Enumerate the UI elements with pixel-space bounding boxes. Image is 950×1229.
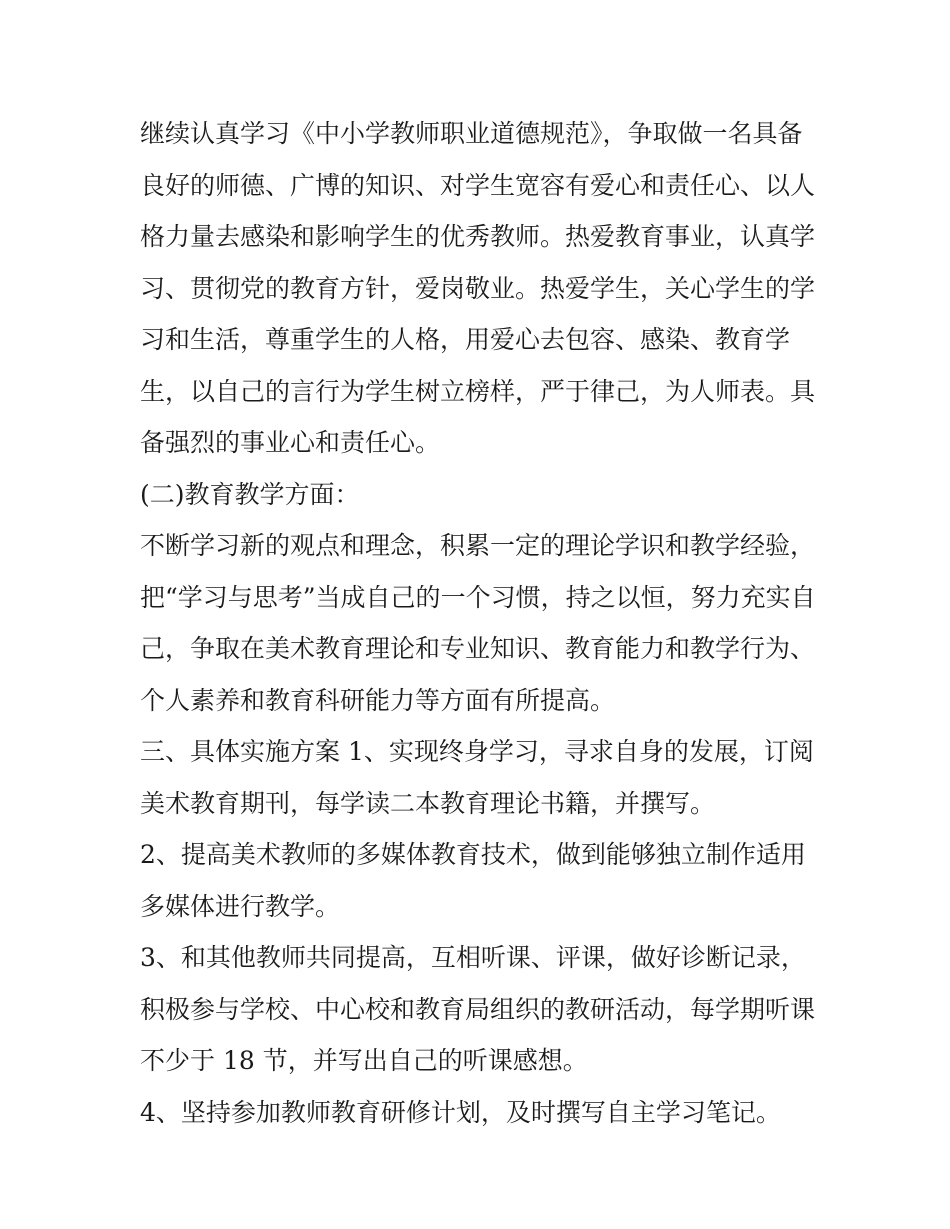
text-line: 生，以自己的言行为学生树立榜样，严于律己，为人师表。具 xyxy=(140,376,816,406)
list-item: 3、和其他教师共同提高，互相听课、评课，做好诊断记录， xyxy=(140,943,806,972)
text-line: 把“学习与思考”当成自己的一个习惯，持之以恒，努力充实自 xyxy=(140,582,816,612)
document-body xyxy=(140,108,820,1138)
text-line: 己，争取在美术教育理论和专业知识、教育能力和教学行为、 xyxy=(140,634,816,663)
list-item: 4、坚持参加教师教育研修计划，及时撰写自主学习笔记。 xyxy=(140,1097,781,1127)
text-line: 习和生活，尊重学生的人格，用爱心去包容、感染、教育学 xyxy=(140,325,791,354)
text-line: 个人素养和教育科研能力等方面有所提高。 xyxy=(140,685,616,715)
text-line: 积极参与学校、中心校和教育局组织的教研活动，每学期听课 xyxy=(140,994,816,1024)
list-item: 2、提高美术教师的多媒体教育技术，做到能够独立制作适用 xyxy=(140,840,806,869)
text-line: 不断学习新的观点和理念，积累一定的理论学识和教学经验， xyxy=(140,531,816,560)
section-heading: 三、具体实施方案 1、实现终身学习，寻求自身的发展，订阅 xyxy=(140,737,814,766)
text-line: 备强烈的事业心和责任心。 xyxy=(140,428,441,457)
text-line: 格力量去感染和影响学生的优秀教师。热爱教育事业，认真学 xyxy=(140,222,816,251)
text-line: 不少于 18 节，并写出自己的听课感想。 xyxy=(140,1046,588,1075)
text-line: 习、贯彻党的教育方针，爱岗敬业。热爱学生，关心学生的学 xyxy=(140,273,816,303)
text-line: 良好的师德、广博的知识、对学生宽容有爱心和责任心、以人 xyxy=(140,170,816,200)
text-line: 美术教育期刊，每学读二本教育理论书籍，并撰写。 xyxy=(140,788,716,818)
text-line: 多媒体进行教学。 xyxy=(140,891,341,921)
section-heading: (二)教育教学方面： xyxy=(140,479,360,509)
text-line: 继续认真学习《中小学教师职业道德规范》，争取做一名具备 xyxy=(140,119,803,148)
